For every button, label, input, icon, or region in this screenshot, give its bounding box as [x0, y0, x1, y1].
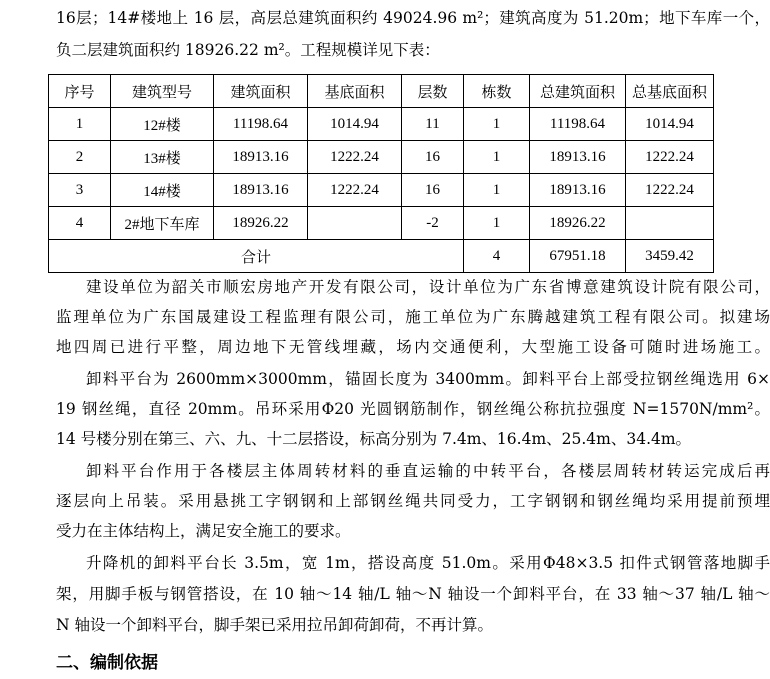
paragraph-2-line-1: 卸料平台为 2600mm×3000mm，锚固长度为 3400mm。卸料平台上部受拉钢丝绳选用 6× — [86, 370, 770, 388]
paragraph-4-line-1: 升降机的卸料平台长 3.5m，宽 1m，搭设高度 51.0m。采用Φ48×3.5 扣件式钢管落地脚手 — [86, 554, 770, 572]
cell-building-area: 18913.16 — [214, 174, 308, 207]
paragraph-1-line-3: 地四周已进行平整，周边地下无管线埋藏，场内交通便利，大型施工设备可随时进场施工。 — [56, 338, 770, 356]
col-header-building-type: 建筑型号 — [111, 75, 214, 108]
cell-total-count: 4 — [464, 240, 530, 273]
cell-total-building-area: 11198.64 — [530, 108, 626, 141]
table-row — [49, 207, 714, 240]
col-header-building-area: 建筑面积 — [214, 75, 308, 108]
project-scale-table — [48, 74, 714, 273]
cell-building-count: 1 — [464, 174, 530, 207]
cell-total-building-area: 67951.18 — [530, 240, 626, 273]
table-row — [49, 141, 714, 174]
cell-total-building-area: 18913.16 — [530, 141, 626, 174]
cell-building-area: 18926.22 — [214, 207, 308, 240]
cell-floors: -2 — [402, 207, 464, 240]
intro-line-1: 16层；14#楼地上 16 层，高层总建筑面积约 49024.96 m²；建筑高度为 51.20m；地下车库一个， — [56, 9, 770, 27]
col-header-building-count: 栋数 — [464, 75, 530, 108]
cell-base-area: 1222.24 — [308, 141, 402, 174]
table-total-row — [49, 240, 714, 273]
paragraph-2-line-3: 14 号楼分别在第三、六、九、十二层搭设，标高分别为 7.4m、16.4m、25.4m、34.4m。 — [56, 430, 692, 448]
col-header-base-area: 基底面积 — [308, 75, 402, 108]
table-row — [49, 108, 714, 141]
cell-building-type: 12#楼 — [111, 108, 214, 141]
paragraph-3-line-1: 卸料平台作用于各楼层主体周转材料的垂直运输的中转平台，各楼层周转材转运完成后再 — [86, 462, 770, 480]
table-row — [49, 174, 714, 207]
table-header-row — [49, 75, 714, 108]
paragraph-1-line-2: 监理单位为广东国晟建设工程监理有限公司，施工单位为广东腾越建筑工程有限公司。拟建场 — [56, 308, 770, 326]
cell-index: 1 — [49, 108, 111, 141]
cell-building-count: 1 — [464, 141, 530, 174]
col-header-total-base-area: 总基底面积 — [626, 75, 714, 108]
cell-building-type: 13#楼 — [111, 141, 214, 174]
section-heading: 二、编制依据 — [56, 653, 158, 673]
cell-index: 4 — [49, 207, 111, 240]
cell-building-count: 1 — [464, 108, 530, 141]
cell-index: 2 — [49, 141, 111, 174]
cell-building-area: 18913.16 — [214, 141, 308, 174]
cell-total-base-area: 1222.24 — [626, 174, 714, 207]
paragraph-2-line-2: 19 钢丝绳，直径 20mm。吊环采用Φ20 光圆钢筋制作，钢丝绳公称抗拉强度 N=1570N/mm²。 — [56, 400, 770, 418]
cell-building-type: 14#楼 — [111, 174, 214, 207]
cell-base-area: 1222.24 — [308, 174, 402, 207]
cell-total-base-area — [626, 207, 714, 240]
intro-line-2: 负二层建筑面积约 18926.22 m²。工程规模详见下表： — [56, 41, 440, 59]
col-header-index: 序号 — [49, 75, 111, 108]
cell-total-building-area: 18913.16 — [530, 174, 626, 207]
cell-total-building-area: 18926.22 — [530, 207, 626, 240]
cell-building-type: 2#地下车库 — [111, 207, 214, 240]
cell-building-area: 11198.64 — [214, 108, 308, 141]
paragraph-4-line-2: 架，用脚手板与钢管搭设，在 10 轴～14 轴/L 轴～N 轴设一个卸料平台，在 33 轴～37 轴/L 轴～ — [56, 585, 770, 603]
paragraph-3-line-2: 逐层向上吊装。采用悬挑工字钢钢和上部钢丝绳共同受力，工字钢钢和钢丝绳均采用提前预埋 — [56, 492, 770, 510]
cell-index: 3 — [49, 174, 111, 207]
cell-floors: 16 — [402, 141, 464, 174]
paragraph-4-line-3: N 轴设一个卸料平台，脚手架已采用拉吊卸荷卸荷，不再计算。 — [56, 616, 493, 634]
cell-base-area — [308, 207, 402, 240]
cell-building-count: 1 — [464, 207, 530, 240]
cell-total-label: 合计 — [49, 240, 464, 273]
cell-floors: 16 — [402, 174, 464, 207]
col-header-total-building-area: 总建筑面积 — [530, 75, 626, 108]
cell-total-base-area: 1014.94 — [626, 108, 714, 141]
cell-base-area: 1014.94 — [308, 108, 402, 141]
paragraph-3-line-3: 受力在主体结构上，满足安全施工的要求。 — [56, 522, 351, 540]
col-header-floors: 层数 — [402, 75, 464, 108]
cell-floors: 11 — [402, 108, 464, 141]
cell-total-base-area: 3459.42 — [626, 240, 714, 273]
cell-total-base-area: 1222.24 — [626, 141, 714, 174]
paragraph-1-line-1: 建设单位为韶关市顺宏房地产开发有限公司，设计单位为广东省博意建筑设计院有限公司， — [86, 278, 770, 296]
